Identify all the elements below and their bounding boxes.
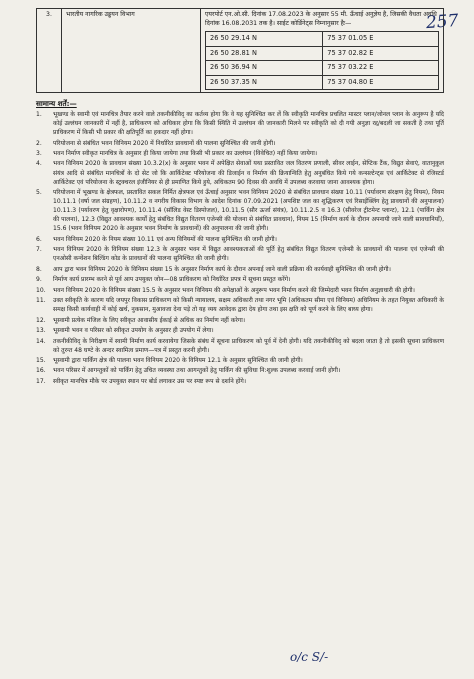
department-cell: भारतीय नागरिक उड्डयन विभाग <box>62 9 201 93</box>
condition-text: भूस्वामी भवन व परिसर को स्वीकृत उपयोग के अनुसार ही उपयोग में लेगा। <box>53 327 214 335</box>
list-item <box>36 337 444 355</box>
condition-number: 7. <box>36 246 42 254</box>
condition-number: 5. <box>36 189 42 197</box>
list-item <box>36 159 444 186</box>
list-item <box>36 356 444 365</box>
longitude-cell: 75 37 04.80 E <box>323 75 439 90</box>
latitude-cell: 26 50 36.94 N <box>206 61 323 76</box>
condition-text: स्वीकृत मानचित्र मौके पर उपयुक्त स्थान पर बोर्ड लगाकर उस पर स्पष्ट रूप से दर्शाने होंगे। <box>53 377 247 385</box>
list-item <box>36 326 444 335</box>
condition-text: भवन विनियम 2020 के विनियम संख्या 12.3 के अनुसार भवन में विद्युत आवश्यकताओं की पूर्ति हेतु संबंधित विद्युत वितरण एजेन्सी के प्रावधानों की पालना एवं एजेन्सी की एनओसी कन्वेंशन बिल्डिंग कोड के प्रावधानों की पालना सुनिश्चित की जानी होगी। <box>53 246 444 263</box>
coordinate-row <box>206 75 439 90</box>
condition-number: 12. <box>36 316 46 324</box>
list-item <box>36 377 444 386</box>
condition-number: 2. <box>36 139 42 147</box>
latitude-cell: 26 50 37.35 N <box>206 75 323 90</box>
condition-number: 11. <box>36 297 46 305</box>
condition-number: 3. <box>36 150 42 158</box>
latitude-cell: 26 50 28.81 N <box>206 46 323 61</box>
remark-text: एयरपोर्ट एन.ओ.सी. दिनांक 17.08.2023 के अनुसार 55 मी. ऊँचाई अनुज्ञेय है, जिसकी वैधता अवधि दिनांक 16.08.2031 तक है। साईट कोर्डिनेट्स निम्नानुसार हैः— <box>205 11 437 27</box>
condition-text: आप द्वारा भवन विनियम 2020 के विनियम संख्या 15 के अनुसार निर्माण कार्य के दौरान अपनाई जाने वाली प्रक्रिया की कार्यवाही सुनिश्चित की जानी होगी। <box>53 265 391 273</box>
condition-text: तकनीकीविद् के निरीक्षण में स्वामी निर्माण कार्य करवायेगा जिसके संबंध में सूचना प्राधिकरण को पूर्व में देनी होगी। यदि तकनीकीविद् को बदला जाता है तो इसकी सूचना प्राधिकरण को तुरन्त 48 घण्टे के अन्दर स्वामित्व प्रमाण—पत्र में प्रस्तुत करनी होगी। <box>53 337 444 354</box>
longitude-cell: 75 37 01.05 E <box>323 31 439 46</box>
serial-cell: 3. <box>37 9 62 93</box>
condition-number: 16. <box>36 367 46 375</box>
list-item <box>36 296 444 314</box>
list-item <box>36 275 444 284</box>
list-item <box>36 188 444 233</box>
condition-number: 1. <box>36 111 42 118</box>
longitude-cell: 75 37 02.82 E <box>323 46 439 61</box>
conditions-heading: सामान्य शर्तें:— <box>36 99 77 108</box>
condition-text: भूस्वामी प्रत्येक मंजिल के लिए स्वीकृत आवासीय ईकाई से अधिक का निर्माण नहीं करेगा। <box>53 316 246 324</box>
condition-number: 4. <box>36 160 42 168</box>
condition-number: 14. <box>36 337 46 345</box>
coordinate-row <box>206 61 439 76</box>
list-item <box>36 245 444 263</box>
list-item <box>36 110 444 137</box>
handwritten-signature: o/c S/- <box>290 650 329 664</box>
condition-text: भूखण्ड के स्वामी एवं मानचित्र तैयार करने वाले तकनीकीविद् का कर्तव्य होगा कि वे यह सुनिश्चित कर लें कि स्वीकृति मानचित्र प्रचलित मास्टर प्लान/जोनल प्लान के अनुरूप है यदि कोई उल्लंघन जानकारी में नहीं है, प्राधिकरण को अधिकार होगा कि किसी स्थिति में उल्लंघन की जानकारी मिलने पर स्वीकृति को दी गयी अनुज्ञा रद्द/बदली जा सकती है तथा पूर्ति प्राधिकरण में किसी भी प्रकार की क्षतिपूर्ति का हकदार नहीं होगा। <box>53 111 444 137</box>
condition-number: 9. <box>36 276 42 284</box>
condition-text: भवन विनियम 2020 के नियम संख्या 10.11 एवं अन्य विनियमों की पालना सुनिश्चित की जानी होगी। <box>53 235 277 243</box>
conditions-list <box>36 110 444 387</box>
condition-text: भवन परिसर में आगन्तुकों को पार्किंग हेतु उचित व्यवस्था तथा आगन्तुकों हेतु पार्किंग की सुविधा नि:शुल्क उपलब्ध करवाई जानी होगी। <box>53 367 341 375</box>
list-item <box>36 139 444 148</box>
table-row <box>37 9 444 93</box>
list-item <box>36 265 444 274</box>
latitude-cell: 26 50 29.14 N <box>206 31 323 46</box>
list-item <box>36 286 444 295</box>
coordinate-row <box>206 46 439 61</box>
condition-text: भवन निर्माण स्वीकृत मानचित्र के अनुसार ही किया जायेगा तथा किसी भी प्रकार का उल्लंघन (विवेचित) नहीं किया जायेगा। <box>53 150 318 158</box>
coordinate-row <box>206 31 439 46</box>
noc-table <box>36 8 444 93</box>
condition-text: भवन विनियम 2020 के विनियम संख्या 15.5 के अनुसार भवन विनियम की अपेक्षाओं के अनुरूप भवन निर्माण करने की जिम्मेदारी भवन निर्माण अनुज्ञाधारी की होगी। <box>53 286 415 294</box>
list-item <box>36 366 444 375</box>
condition-text: परियोजना से संबंधित भवन विनियम 2020 में निर्धारित प्रावधानों की पालना सुनिश्चित की जानी होगी। <box>53 139 276 147</box>
condition-text: परियोजना में भूखण्ड के क्षेत्रफल, प्रस्तावित सकल निर्मित क्षेत्रफल एवं ऊँचाई अनुसार भवन विनियम 2020 से संबंधित प्रावधान संख्या 10.11 (पर्यावरण संरक्षण हेतु नियम), नियम 10.11.1 (वर्षा जल संग्रहण), 10.11.2 व नगरीय विकास विभाग के आदेश दिनांक 07.09.2021 (अपशिष्ट जल का शुद्धिकरण एवं रिसाईक्लिंग हेतु प्रावधानों की अनुपालना) 10.11.3 (पर्यावरण हेतु वृक्षारोपण), 10.11.4 (सॉलिड वेस्ट डिस्पोजल), 10.11.5 (सौर ऊर्जा संयंत्र), 10.11.2.5 व 16.3 (सीवरेज ट्रीटमेन्ट प्लान्ट), 12.1 (पार्किंग क्षेत्र की पालना), 12.3 (विद्युत आवश्यक कार्यों हेतु संबंधित विद्युत वितरण एजेन्सी की योजना से संबंधित प्रावधान), नियम 15 (निर्माण कार्य के दौरान अपनायी जाने वाली सावधानियाँ), 15.6 (भवन विनियम 2020 के अनुसार भवन निर्माण के प्रावधानों) की अनुपालना की जानी होगी। <box>53 189 444 233</box>
condition-text: उक्त स्वीकृति के कारण यदि जयपुर विकास प्राधिकरण को किसी न्यायालय, सक्षम अधिकारी तथा नगर भूमि (अधिकतम सीमा एवं विनियम) अधिनियम के तहत नियुक्त अधिकारी के समक्ष किसी कार्यवाही में कोई खर्च, नुकसान, मुआवजा देना पड़े तो यह व्यय आवेदक द्वारा देय होगा तथा इस क्षति को पूर्ण करने के लिए बाध्य होगा। <box>53 297 444 314</box>
list-item <box>36 316 444 325</box>
condition-number: 8. <box>36 265 42 273</box>
longitude-cell: 75 37 03.22 E <box>323 61 439 76</box>
list-item <box>36 149 444 158</box>
condition-number: 13. <box>36 327 46 335</box>
page-number: 257 <box>424 10 459 34</box>
condition-text: भूस्वामी द्वारा पार्किंग क्षेत्र की पालना भवन विनियम 2020 के विनियम 12.1 के अनुसार सुनिश्चित की जानी होगी। <box>53 357 303 365</box>
condition-text: भवन विनियम 2020 के प्रावधान संख्या 10.3.2(x) के अनुसार भवन में अपेक्षित सेवाओं यथा प्रस्तावित जल वितरण प्रणाली, सीवर लाईन, सेप्टिक टैंक, विद्युत सेवाएं, वातानुकूल संयंत्र आदि से संबंधित मानचित्रों के दो सेट जो कि आर्किटेक्ट परियोजना की डिजाईन व निर्माण की क्रियान्विति हेतु अनुबंधित किये गये कन्सल्टेन्ट्स एवं आर्किटेक्ट से रजिस्टर्ड आर्किटेक्ट एवं परियोजना के स्ट्रक्चरल इंजीनियर से ही प्रमाणित किये हुये, अधिकतम 90 दिवस की अवधि में उपलब्ध करवाया जाना आवश्यक होगा। <box>53 160 444 186</box>
condition-number: 15. <box>36 357 46 365</box>
list-item <box>36 235 444 244</box>
condition-number: 6. <box>36 235 42 243</box>
coordinates-table <box>205 31 439 90</box>
condition-number: 10. <box>36 286 46 294</box>
condition-number: 17. <box>36 377 46 385</box>
condition-text: निर्माण कार्य प्रारम्भ करने से पूर्व आप उपयुक्त जोन—08 प्राधिकरण को निर्धारित प्रपत्र में सूचना प्रस्तुत करेंगे। <box>53 276 291 284</box>
remark-cell <box>201 9 444 93</box>
